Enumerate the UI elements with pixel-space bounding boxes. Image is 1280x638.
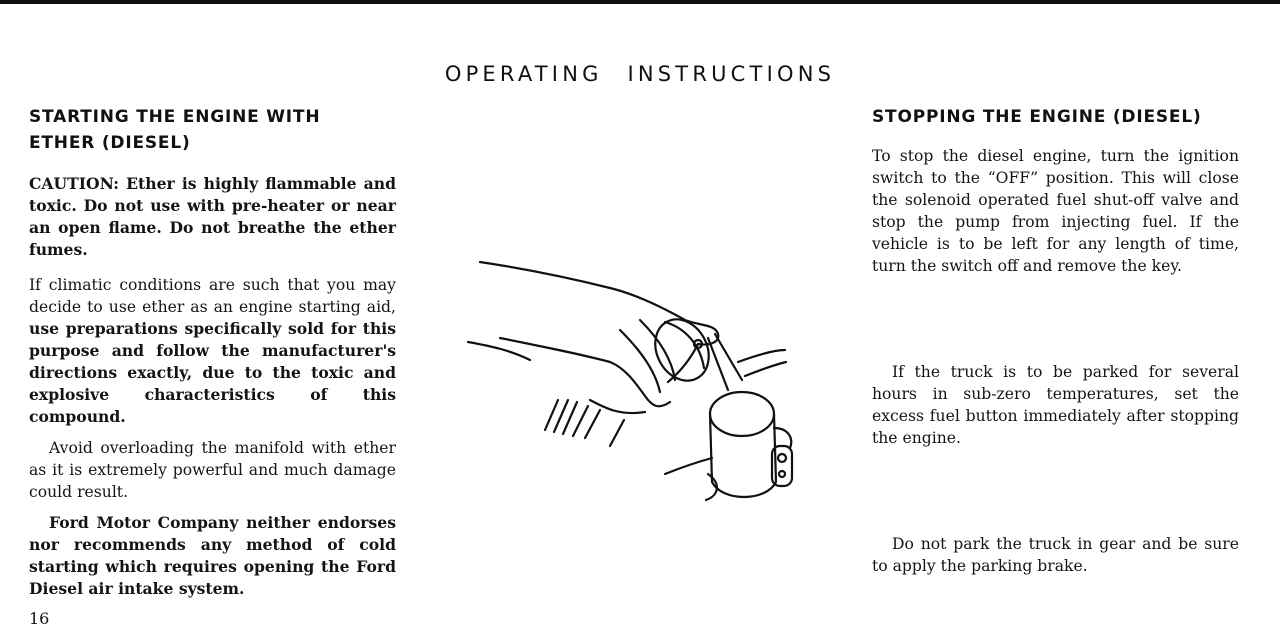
- climatic-conditions-paragraph: [29, 274, 396, 428]
- stop-engine-paragraph: To stop the diesel engine, turn the ignition switch to the “OFF” position. This will close the solenoid operated fuel shut-off valve and stop the pump from injecting fuel. If the vehicle is to be left for any length of time, turn the switch off and remove the key.: [872, 147, 1239, 275]
- stopping-engine-heading: STOPPING THE ENGINE (DIESEL): [872, 107, 1202, 127]
- page-title: OPERATING INSTRUCTIONS: [444, 62, 836, 86]
- ford-disclaimer-paragraph: Ford Motor Company neither endorses nor recommends any method of cold starting which requires opening the Ford Diesel air intake system.: [29, 513, 396, 598]
- climatic-bold-text: use preparations specifically sold for this purpose and follow the manufacturer's directions exactly, due to the toxic and explosive characteristics of this compound.: [29, 319, 396, 426]
- top-rule: [0, 0, 1280, 4]
- ether-spray-illustration: [460, 250, 820, 520]
- avoid-overloading-paragraph: Avoid overloading the manifold with ether as it is extremely powerful and much damage could result.: [29, 439, 396, 501]
- parking-brake-paragraph: Do not park the truck in gear and be sure to apply the parking brake.: [872, 535, 1239, 575]
- climatic-intro-text: If climatic conditions are such that you may decide to use ether as an engine starting aid,: [29, 276, 396, 316]
- page-number: 16: [29, 609, 50, 628]
- caution-paragraph: CAUTION: Ether is highly flammable and toxic. Do not use with pre-heater or near an open flame. Do not breathe the ether fumes.: [29, 174, 396, 259]
- starting-engine-heading: STARTING THE ENGINE WITH ETHER (DIESEL): [29, 107, 321, 153]
- right-column: [872, 104, 1239, 577]
- left-column: [29, 104, 396, 600]
- sub-zero-paragraph: If the truck is to be parked for several hours in sub-zero temperatures, set the excess fuel button immediately after stopping the engine.: [872, 363, 1239, 447]
